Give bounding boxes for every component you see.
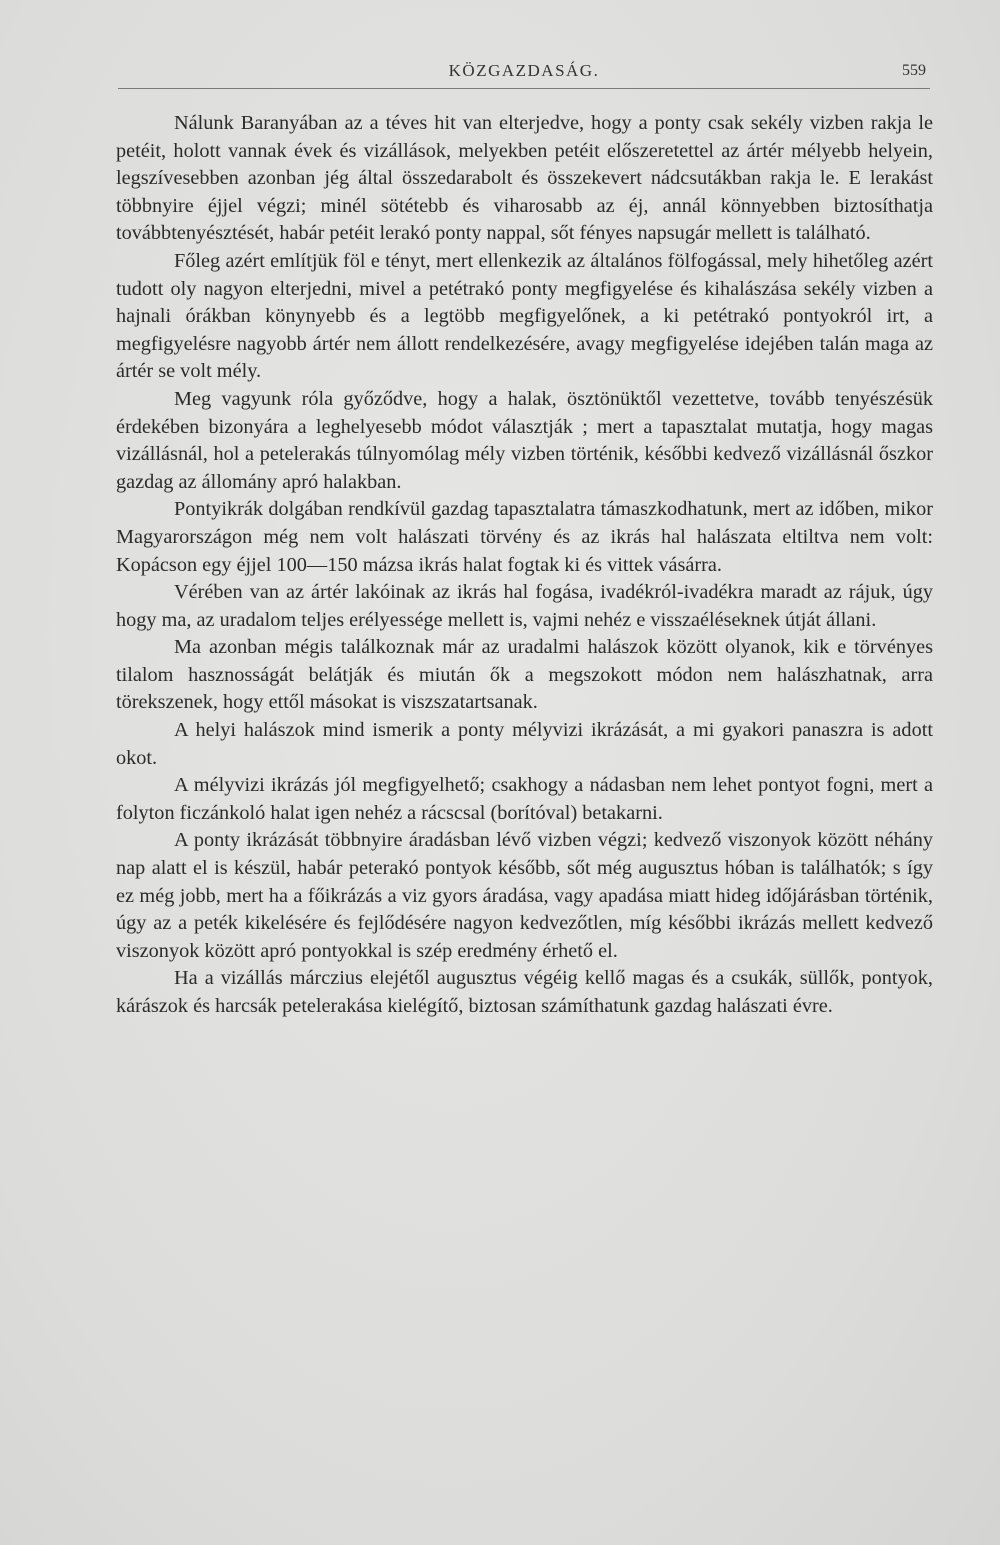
paragraph-3: Meg vagyunk róla győződve, hogy a halak, ösztönüktől vezettetve, tovább tenyészésük érdekében bizonyára a leghelyesebb módot választják ; mert a tapasztalat mutatja, hogy magas vizállásnál, hol a petelerakás túlnyomólag mély vizben történik, későbbi kedvező vizállásnál őszkor gazdag az állomány apró halakban. [116, 387, 933, 493]
page-number: 559 [902, 62, 926, 79]
running-title: KÖZGAZDASÁG. [448, 61, 600, 80]
running-header [118, 58, 930, 89]
paragraph-9: A ponty ikrázását többnyire áradásban lévő vizben végzi; kedvező viszonyok között néhány nap alatt el is készül, habár peterakó pontyok később, sőt még augusztus hóban is találhatók; s így ez még jobb, mert ha a főikrázás a viz gyors áradása, vagy apadása miatt hideg időjárásban történik, úgy az a peték kikelésére és fejlődésére nagyon kedvezőtlen, míg későbbi ikrázás mellett kedvező viszonyok között apró pontyokkal is szép eredmény érhető el. [116, 829, 933, 962]
paragraph-6: Ma azonban mégis találkoznak már az uradalmi halászok között olyanok, kik e törvényes tilalom hasznosságát belátják és miután ők a megszokott módon nem halászhatnak, arra törekszenek, hogy ettől másokat is viszszatartsanak. [116, 636, 933, 714]
paragraph-1: Nálunk Baranyában az a téves hit van elterjedve, hogy a ponty csak sekély vizben rakja le petéit, holott vannak évek és vizállások, melyekben petéit előszeretettel az ártér mélyebb helyein, legszívesebben azonban jég által összedarabolt és összekevert nádcsutákban rakja le. E lerakást többnyire éjjel végzi; minél sötétebb és viharosabb az éj, annál könnyebben biztosíthatja továbbtenyésztését, habár petéit lerakó ponty nappal, sőt fényes napsugár mellett is található. [116, 112, 933, 245]
paragraph-4: Pontyikrák dolgában rendkívül gazdag tapasztalatra támaszkodhatunk, mert az időben, mikor Magyarországon még nem volt halászati törvény és az ikrás hal halászata eltiltva nem volt: Kopácson egy éjjel 100—150 mázsa ikrás halat fogtak ki és vittek vásárra. [116, 498, 933, 576]
body-text [116, 110, 933, 1021]
paragraph-10: Ha a vizállás márczius elejétől augusztus végéig kellő magas és a csukák, süllők, pontyok, kárászok és harcsák petelerakása kielégítő, biztosan számíthatunk gazdag halászati évre. [116, 967, 933, 1017]
paragraph-7: A helyi halászok mind ismerik a ponty mélyvizi ikrázását, a mi gyakori panaszra is adott okot. [116, 719, 933, 769]
paragraph-2: Főleg azért említjük föl e tényt, mert ellenkezik az általános fölfogással, mely hihetőleg azért tudott oly nagyon elterjedni, mivel a petétrakó ponty megfigyelése és kihalászása sekély vizben a hajnali órákban könynyebb és a legtöbb megfigyelőnek, a ki petétrakó pontyokról irt, a megfigyelésre nagyobb ártér nem állott rendelkezésére, avagy megfigyelése idejében talán maga az ártér se volt mély. [116, 249, 933, 383]
paragraph-5: Vérében van az ártér lakóinak az ikrás hal fogása, ivadékról-ivadékra maradt az rájuk, úgy hogy ma, az uradalom teljes erélyessége mellett is, vajmi nehéz e visszaéléseknek útját állani. [116, 581, 933, 631]
paragraph-8: A mélyvizi ikrázás jól megfigyelhető; csakhogy a nádasban nem lehet pontyot fogni, mert a folyton ficzánkoló halat igen nehéz a rácscsal (borítóval) betakarni. [116, 774, 933, 824]
